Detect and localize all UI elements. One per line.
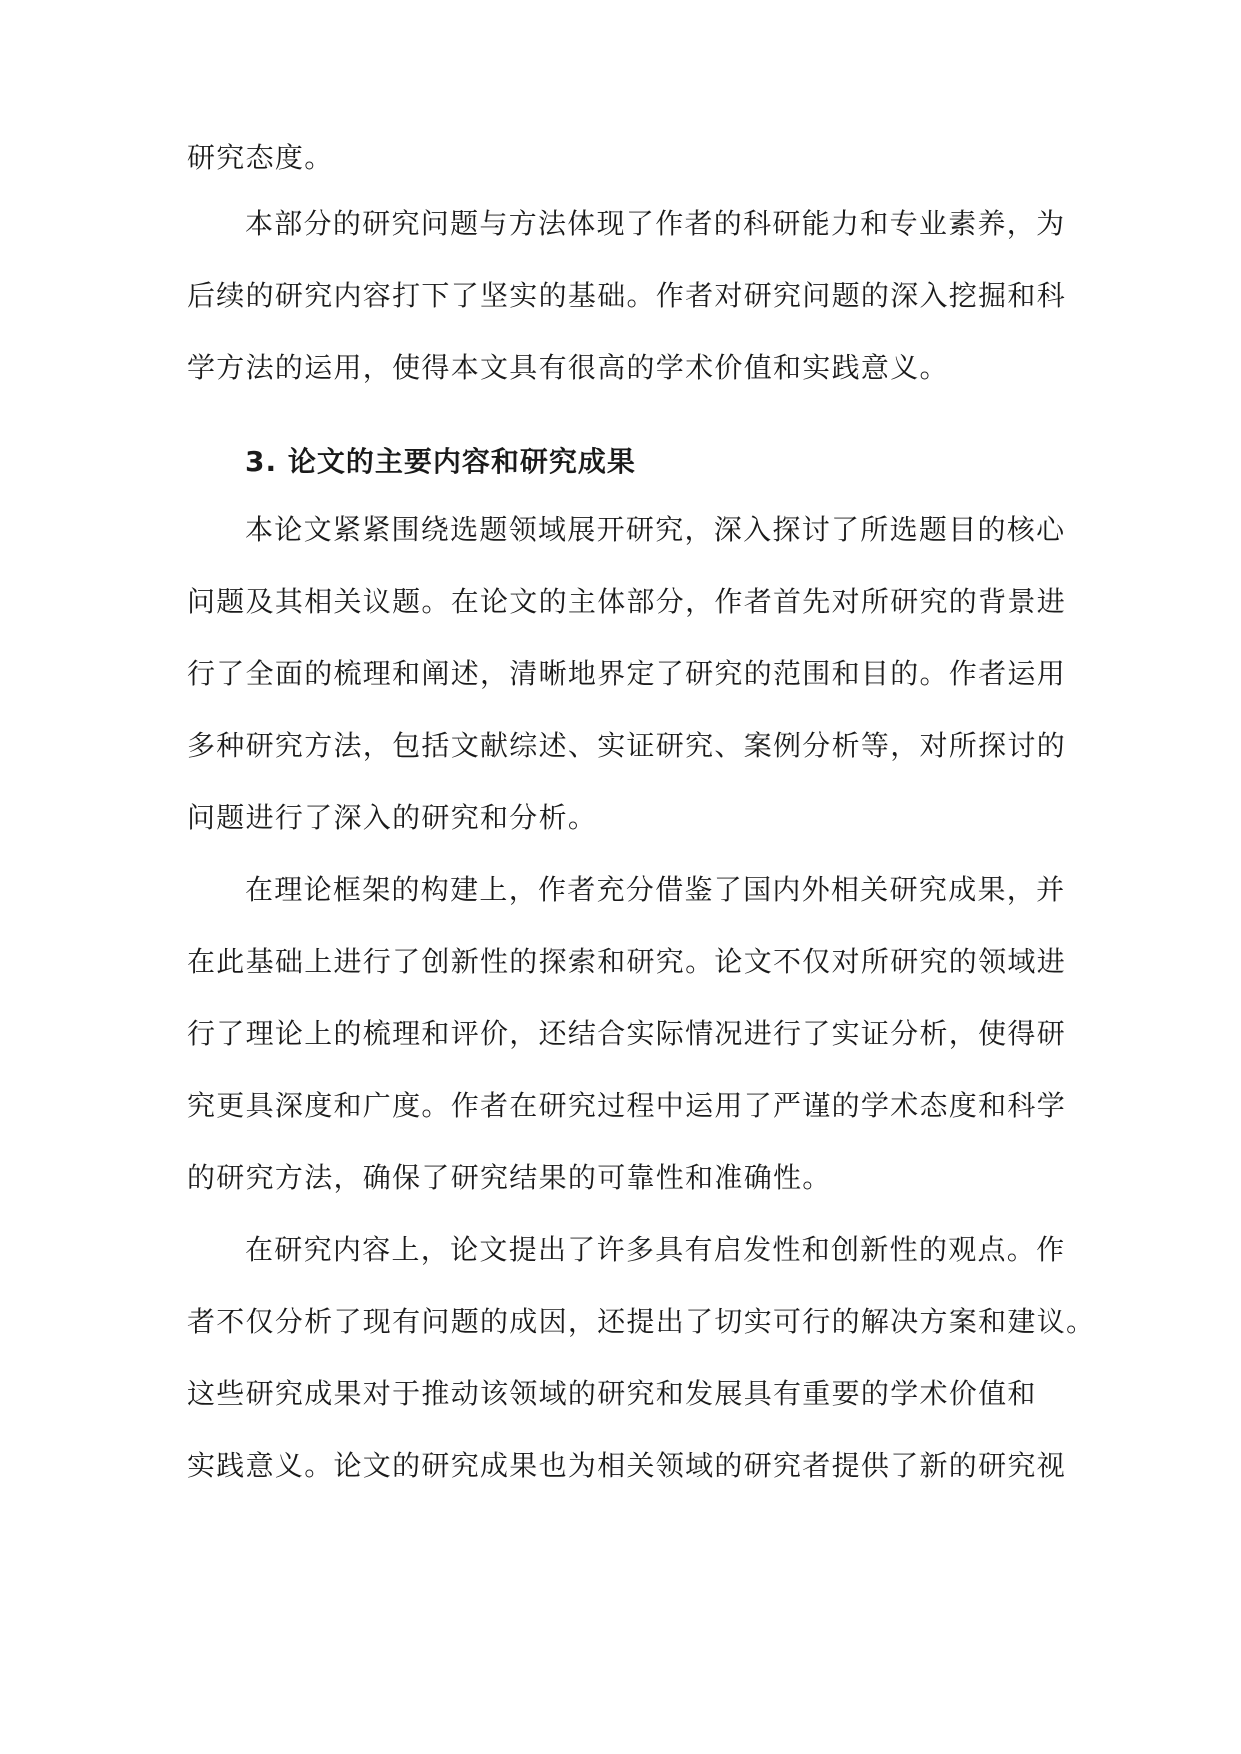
text-line: 究更具深度和广度。作者在研究过程中运用了严谨的学术态度和科学 (187, 1089, 1067, 1122)
text-line: 本论文紧紧围绕选题领域展开研究，深入探讨了所选题目的核心 (245, 513, 1066, 546)
text-line: 本部分的研究问题与方法体现了作者的科研能力和专业素养，为 (245, 207, 1066, 240)
text-line: 在此基础上进行了创新性的探索和研究。论文不仅对所研究的领域进 (187, 945, 1067, 978)
text-line: 在理论框架的构建上，作者充分借鉴了国内外相关研究成果，并 (245, 873, 1066, 906)
text-line: 学方法的运用，使得本文具有很高的学术价值和实践意义。 (187, 351, 949, 384)
text-line: 多种研究方法，包括文献综述、实证研究、案例分析等，对所探讨的 (187, 729, 1067, 762)
text-line: 研究态度。 (187, 141, 334, 174)
text-line: 行了全面的梳理和阐述，清晰地界定了研究的范围和目的。作者运用 (187, 657, 1067, 690)
text-line: 这些研究成果对于推动该领域的研究和发展具有重要的学术价值和 (187, 1377, 1037, 1410)
text-line: 的研究方法，确保了研究结果的可靠性和准确性。 (187, 1161, 832, 1194)
text-line: 后续的研究内容打下了坚实的基础。作者对研究问题的深入挖掘和科 (187, 279, 1067, 312)
text-line: 问题进行了深入的研究和分析。 (187, 801, 598, 834)
text-line: 在研究内容上，论文提出了许多具有启发性和创新性的观点。作 (245, 1233, 1066, 1266)
text-line: 问题及其相关议题。在论文的主体部分，作者首先对所研究的背景进 (187, 585, 1067, 618)
section-heading: 3. 论文的主要内容和研究成果 (245, 445, 636, 478)
text-line: 行了理论上的梳理和评价，还结合实际情况进行了实证分析，使得研 (187, 1017, 1067, 1050)
text-line: 实践意义。论文的研究成果也为相关领域的研究者提供了新的研究视 (187, 1449, 1067, 1482)
text-line: 者不仅分析了现有问题的成因，还提出了切实可行的解决方案和建议。 (187, 1305, 1096, 1338)
